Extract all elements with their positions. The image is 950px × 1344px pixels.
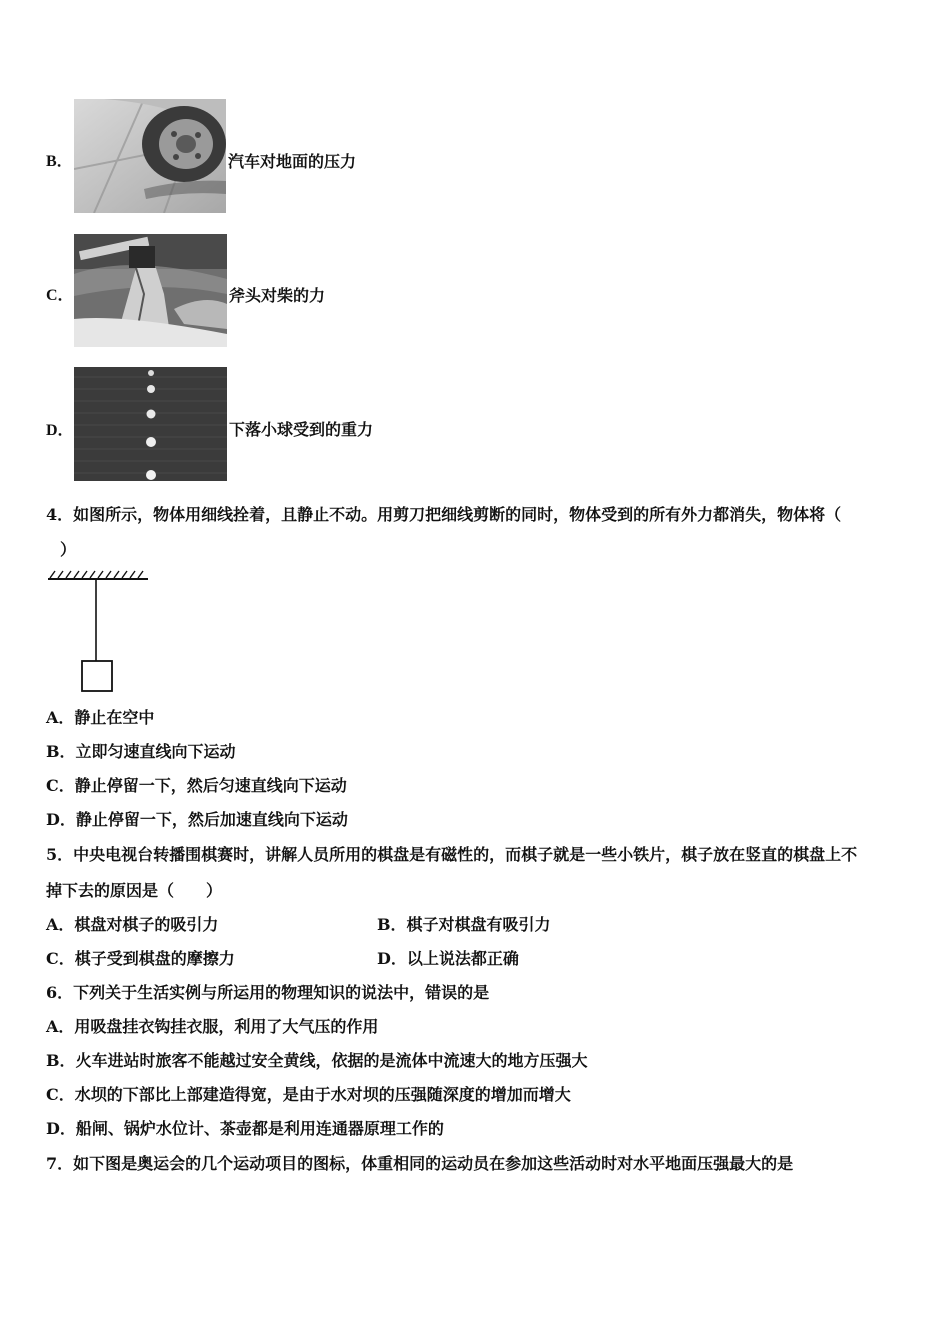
q4-option-d: D．静止停留一下，然后加速直线向下运动 [46, 810, 348, 829]
falling-ball-stroboscope-photo [74, 367, 227, 481]
option-label: D． [46, 422, 74, 439]
q3-option-d-text: 下落小球受到的重力 [229, 420, 374, 439]
q3-option-c [46, 285, 74, 306]
q4-stem-line1: 4．如图所示，物体用细线拴着，且静止不动。用剪刀把细线剪断的同时，物体受到的所有外力都消失，物体将（ [46, 505, 842, 524]
q5-option-d: D．以上说法都正确 [377, 949, 519, 968]
q6-option-a: A．用吸盘挂衣钩挂衣服，利用了大气压的作用 [46, 1017, 379, 1036]
q5-stem-line1: 5．中央电视台转播围棋赛时，讲解人员所用的棋盘是有磁性的，而棋子就是一些小铁片，棋子放在竖直的棋盘上不 [46, 845, 858, 864]
option-label: B． [46, 153, 73, 170]
q3-option-b [46, 151, 73, 172]
q4-option-b: B．立即匀速直线向下运动 [46, 742, 236, 761]
q3-option-b-text: 汽车对地面的压力 [228, 152, 357, 171]
q5-stem-line2: 掉下去的原因是（ ） [46, 881, 223, 900]
q6-option-b: B．火车进站时旅客不能越过安全黄线，依据的是流体中流速大的地方压强大 [46, 1051, 588, 1070]
car-wheel-photo [74, 99, 226, 213]
q4-option-c: C．静止停留一下，然后匀速直线向下运动 [46, 776, 347, 795]
q5-option-b: B．棋子对棋盘有吸引力 [377, 915, 551, 934]
q7-stem: 7．如下图是奥运会的几个运动项目的图标，体重相同的运动员在参加这些活动时对水平地面压强最大的是 [46, 1154, 794, 1173]
q6-option-c: C．水坝的下部比上部建造得宽，是由于水对坝的压强随深度的增加而增大 [46, 1085, 571, 1104]
option-label: C． [46, 287, 74, 304]
q5-option-a: A．棋盘对棋子的吸引力 [46, 915, 219, 934]
q3-option-d [46, 420, 74, 441]
q3-option-c-text: 斧头对柴的力 [229, 286, 326, 305]
q4-option-a: A．静止在空中 [46, 708, 155, 727]
axe-splitting-wood-photo [74, 234, 227, 347]
q6-stem: 6．下列关于生活实例与所运用的物理知识的说法中，错误的是 [46, 983, 490, 1002]
hanging-object-diagram [46, 570, 150, 694]
q5-option-c: C．棋子受到棋盘的摩擦力 [46, 949, 235, 968]
q4-stem-line2: ） [60, 540, 77, 559]
q6-option-d: D．船闸、锅炉水位计、茶壶都是利用连通器原理工作的 [46, 1119, 444, 1138]
